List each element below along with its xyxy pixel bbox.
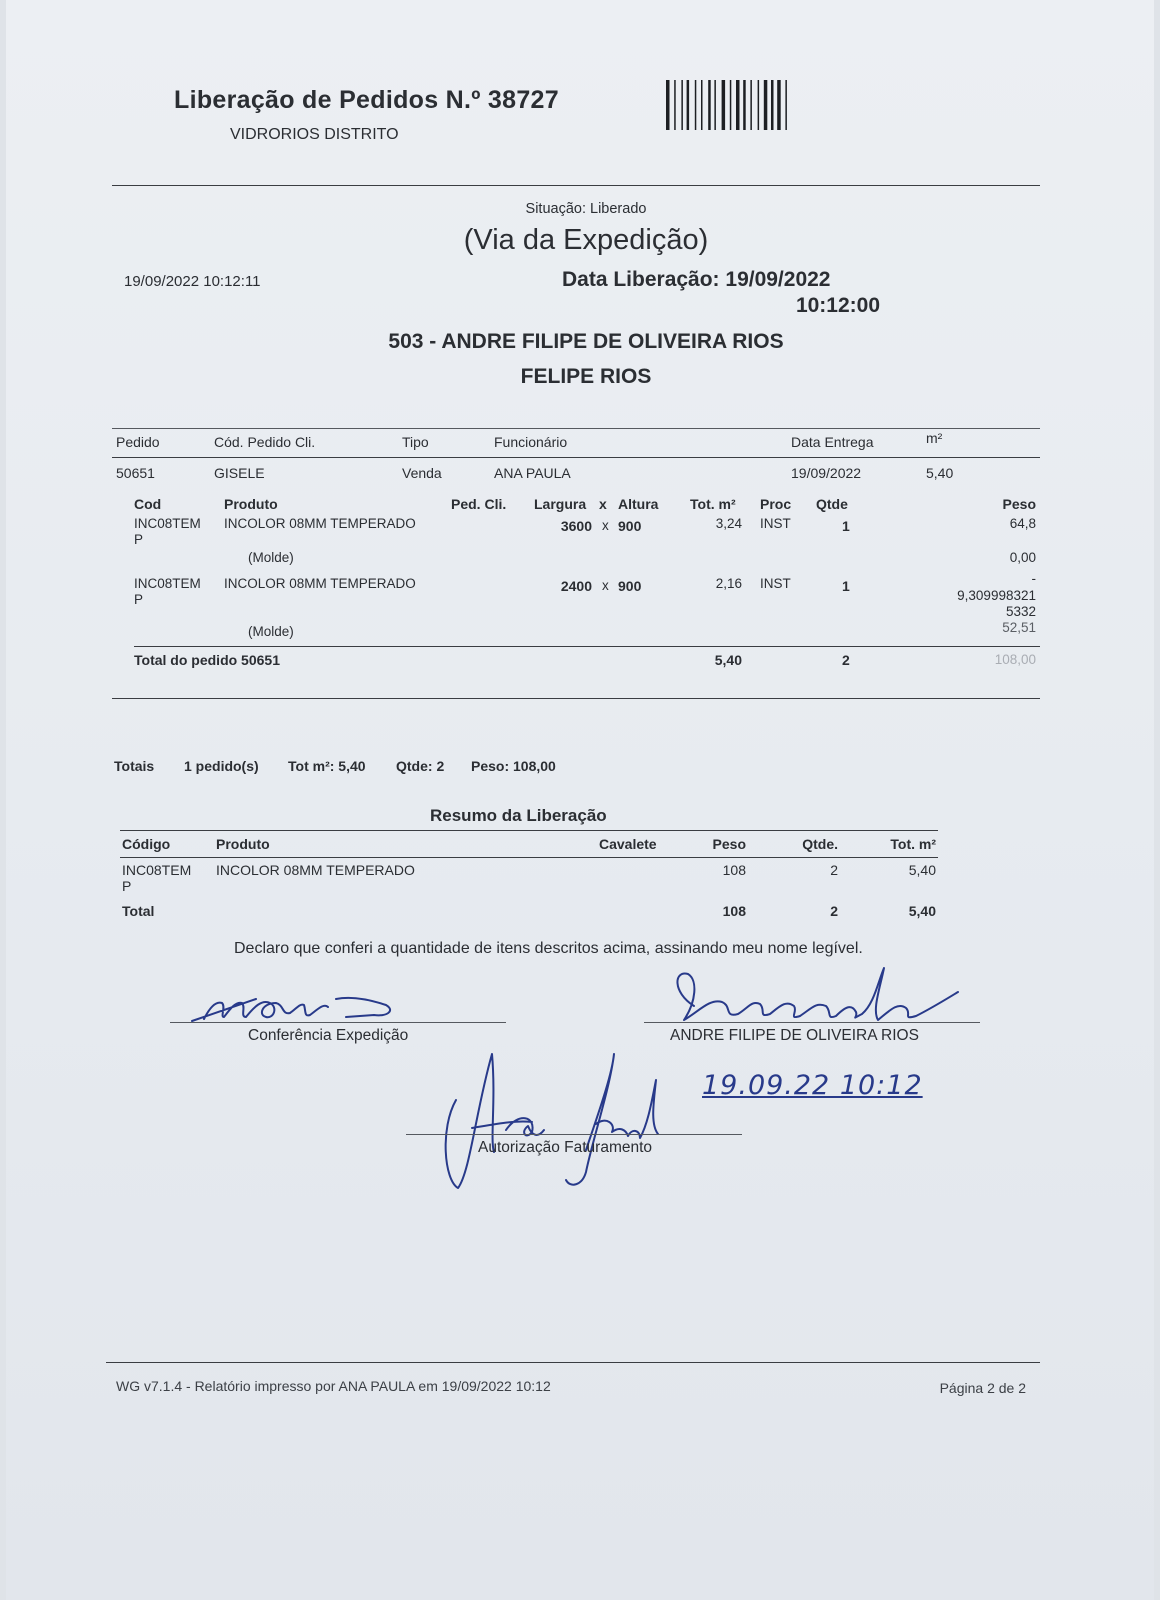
page-number: Página 2 de 2 bbox=[939, 1380, 1026, 1396]
release-date: Data Liberação: 19/09/2022 bbox=[562, 268, 831, 291]
order-delivery-date: 19/09/2022 bbox=[791, 465, 862, 481]
item-col-largura: Largura bbox=[534, 496, 587, 512]
order-table-top-line bbox=[112, 428, 1040, 429]
summary-code: INC08TEM bbox=[122, 862, 192, 878]
summary-total-qtde: 2 bbox=[830, 903, 838, 919]
company-name: VIDRORIOS DISTRITO bbox=[230, 126, 399, 143]
status-text: Situação: Liberado bbox=[525, 201, 647, 217]
customer-signature-label: ANDRE FILIPE DE OLIVEIRA RIOS bbox=[670, 1027, 919, 1044]
order-total-label: Total do pedido 50651 bbox=[134, 652, 280, 668]
summary-title: Resumo da Liberação bbox=[430, 806, 607, 825]
printed-timestamp: 19/09/2022 10:12:11 bbox=[124, 273, 261, 290]
handwritten-date: 19.09.22 10:12 bbox=[702, 1070, 923, 1101]
document-title: Liberação de Pedidos N.º 38727 bbox=[174, 86, 559, 114]
col-pedido: Pedido bbox=[116, 434, 160, 450]
item-x: x bbox=[602, 578, 609, 593]
item-weight: 64,8 bbox=[1009, 516, 1036, 531]
order-total-qtde: 2 bbox=[842, 652, 850, 668]
billing-label: Autorização Faturamento bbox=[478, 1139, 653, 1156]
copy-label: (Via da Expedição) bbox=[463, 224, 709, 256]
summary-m2: 5,40 bbox=[908, 862, 936, 878]
item-col-produto: Produto bbox=[224, 496, 278, 512]
item-code: INC08TEM bbox=[134, 576, 201, 591]
order-type: Venda bbox=[402, 465, 442, 481]
summary-qtde: 2 bbox=[830, 862, 838, 878]
declaration-text: Declaro que conferi a quantidade de itens descritos acima, assinando meu nome legível. bbox=[234, 940, 863, 957]
item-tot-m2: 2,16 bbox=[715, 576, 742, 591]
item-weight-dash: - bbox=[1031, 571, 1036, 586]
summary-product: INCOLOR 08MM TEMPERADO bbox=[216, 862, 415, 878]
summary-col-tot-m2: Tot. m² bbox=[890, 836, 936, 852]
item-mold-label: (Molde) bbox=[248, 550, 294, 565]
totals-m2: Tot m²: 5,40 bbox=[288, 758, 366, 774]
order-header-line bbox=[112, 457, 1040, 458]
item-width: 3600 bbox=[560, 518, 592, 534]
footer-print-info: WG v7.1.4 - Relatório impresso por ANA PAULA em 19/09/2022 10:12 bbox=[116, 1378, 551, 1394]
summary-total-label: Total bbox=[122, 903, 155, 919]
item-height: 900 bbox=[618, 518, 642, 534]
item-mold-weight: 0,00 bbox=[1009, 550, 1036, 565]
barcode-icon bbox=[666, 80, 832, 132]
item-qtde: 1 bbox=[842, 518, 850, 534]
item-code: INC08TEM bbox=[134, 516, 201, 531]
summary-code-cont: P bbox=[122, 878, 132, 894]
item-col-proc: Proc bbox=[760, 496, 792, 512]
item-proc: INST bbox=[760, 576, 791, 591]
totals-label: Totais bbox=[114, 758, 155, 774]
expedition-signature-line bbox=[170, 1022, 506, 1023]
col-data-entrega: Data Entrega bbox=[791, 434, 874, 450]
item-col-ped-cli: Ped. Cli. bbox=[451, 496, 507, 512]
order-employee: ANA PAULA bbox=[494, 465, 571, 481]
item-col-qtde: Qtde bbox=[816, 496, 848, 512]
order-total-m2: 5,40 bbox=[714, 652, 742, 668]
item-col-x: x bbox=[599, 496, 607, 512]
order-total-weight: 108,00 bbox=[994, 652, 1036, 667]
header-divider bbox=[112, 185, 1040, 186]
totals-orders: 1 pedido(s) bbox=[184, 758, 259, 774]
order-m2: 5,40 bbox=[926, 465, 954, 481]
item-tot-m2: 3,24 bbox=[715, 516, 742, 531]
item-col-altura: Altura bbox=[618, 496, 659, 512]
item-mold-label: (Molde) bbox=[248, 624, 294, 639]
summary-col-cavalete: Cavalete bbox=[599, 836, 657, 852]
billing-signature bbox=[436, 1040, 676, 1195]
summary-col-codigo: Código bbox=[122, 836, 171, 852]
col-funcionario: Funcionário bbox=[494, 434, 568, 450]
item-weight: 9,309998321 bbox=[957, 588, 1036, 603]
totals-weight: Peso: 108,00 bbox=[471, 758, 556, 774]
order-total-line bbox=[134, 646, 1040, 647]
item-x: x bbox=[602, 518, 609, 533]
summary-header-line bbox=[120, 857, 938, 858]
col-tipo: Tipo bbox=[402, 434, 429, 450]
item-code-cont: P bbox=[134, 532, 144, 547]
item-col-peso: Peso bbox=[1002, 496, 1036, 512]
summary-weight: 108 bbox=[722, 862, 746, 878]
summary-col-peso: Peso bbox=[712, 836, 746, 852]
col-cod-pedido-cli: Cód. Pedido Cli. bbox=[214, 434, 316, 450]
order-number: 50651 bbox=[116, 465, 155, 481]
item-product: INCOLOR 08MM TEMPERADO bbox=[224, 516, 416, 531]
item-qtde: 1 bbox=[842, 578, 850, 594]
summary-top-line bbox=[120, 830, 938, 831]
customer-name: 503 - ANDRE FILIPE DE OLIVEIRA RIOS bbox=[388, 330, 784, 353]
summary-total-m2: 5,40 bbox=[908, 903, 936, 919]
customer-signature-line bbox=[644, 1022, 980, 1023]
item-mold-weight: 52,51 bbox=[1002, 620, 1036, 635]
customer-nickname: FELIPE RIOS bbox=[520, 365, 652, 388]
expedition-label: Conferência Expedição bbox=[248, 1027, 409, 1044]
summary-col-produto: Produto bbox=[216, 836, 270, 852]
release-time: 10:12:00 bbox=[795, 294, 880, 317]
footer-divider bbox=[106, 1362, 1040, 1363]
totals-qtde: Qtde: 2 bbox=[396, 758, 445, 774]
item-proc: INST bbox=[760, 516, 791, 531]
col-m2: m² bbox=[926, 430, 943, 446]
document-sheet bbox=[6, 0, 1154, 1600]
item-height: 900 bbox=[618, 578, 642, 594]
order-end-divider bbox=[112, 698, 1040, 699]
item-width: 2400 bbox=[560, 578, 592, 594]
item-col-cod: Cod bbox=[134, 496, 162, 512]
item-product: INCOLOR 08MM TEMPERADO bbox=[224, 576, 416, 591]
order-client-code: GISELE bbox=[214, 465, 265, 481]
item-code-cont: P bbox=[134, 592, 144, 607]
item-col-tot-m2: Tot. m² bbox=[690, 496, 736, 512]
item-weight-cont: 5332 bbox=[1005, 604, 1036, 619]
billing-signature-line bbox=[406, 1134, 742, 1135]
summary-total-weight: 108 bbox=[722, 903, 746, 919]
summary-col-qtde: Qtde. bbox=[802, 836, 838, 852]
